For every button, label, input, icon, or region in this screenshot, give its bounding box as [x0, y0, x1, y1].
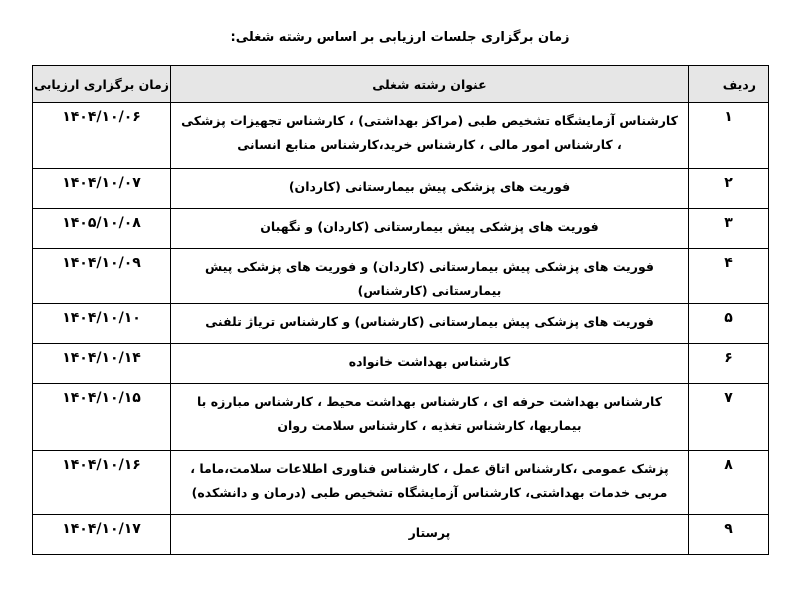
row-num: ۹: [689, 515, 769, 555]
header-title: عنوان رشته شغلی: [171, 66, 689, 103]
row-num: ۴: [689, 249, 769, 304]
row-title: کارشناس آزمایشگاه تشخیص طبی (مراکز بهداشتی) ، کارشناس تجهیزات پزشکی ، کارشناس امور مالی ، کارشناس خرید،کارشناس منابع انسانی: [171, 103, 689, 169]
table-row: [33, 384, 769, 451]
row-date: ۱۴۰۴/۱۰/۰۷: [33, 169, 171, 209]
row-date: ۱۴۰۴/۱۰/۱۶: [33, 451, 171, 515]
row-title: فوریت های پزشکی پیش بیمارستانی (کاردان) و فوریت های پزشکی پیش بیمارستانی (کارشناس): [171, 249, 689, 304]
row-title: پزشک عمومی ،کارشناس اتاق عمل ، کارشناس فناوری اطلاعات سلامت،ماما ، مربی خدمات بهداشتی، کارشناس آزمایشگاه تشخیص طبی (درمان و دانشکده): [171, 451, 689, 515]
row-num: ۱: [689, 103, 769, 169]
row-title: فوریت های پزشکی پیش بیمارستانی (کاردان) و نگهبان: [171, 209, 689, 249]
row-date: ۱۴۰۴/۱۰/۰۹: [33, 249, 171, 304]
row-title: کارشناس بهداشت حرفه ای ، کارشناس بهداشت محیط ، کارشناس مبارزه با بیماریها، کارشناس تغذیه ، کارشناس سلامت روان: [171, 384, 689, 451]
row-date: ۱۴۰۴/۱۰/۱۵: [33, 384, 171, 451]
row-date: ۱۴۰۴/۱۰/۱۰: [33, 304, 171, 344]
row-num: ۵: [689, 304, 769, 344]
table-row: [33, 344, 769, 384]
row-title: کارشناس بهداشت خانواده: [171, 344, 689, 384]
table-header-row: [33, 66, 769, 103]
header-date: زمان برگزاری ارزیابی: [33, 66, 171, 103]
row-date: ۱۴۰۴/۱۰/۰۶: [33, 103, 171, 169]
row-num: ۳: [689, 209, 769, 249]
row-num: ۲: [689, 169, 769, 209]
row-num: ۶: [689, 344, 769, 384]
row-date: ۱۴۰۵/۱۰/۰۸: [33, 209, 171, 249]
evaluation-schedule-table: [32, 65, 769, 555]
row-title: فوریت های پزشکی پیش بیمارستانی (کاردان): [171, 169, 689, 209]
table-row: [33, 304, 769, 344]
row-date: ۱۴۰۴/۱۰/۱۷: [33, 515, 171, 555]
table-row: [33, 515, 769, 555]
row-date: ۱۴۰۴/۱۰/۱۴: [33, 344, 171, 384]
table-row: [33, 451, 769, 515]
row-title: پرستار: [171, 515, 689, 555]
table-row: [33, 169, 769, 209]
document-title: زمان برگزاری جلسات ارزیابی بر اساس رشته شغلی:: [230, 30, 570, 45]
table-row: [33, 249, 769, 304]
row-num: ۸: [689, 451, 769, 515]
table-row: [33, 103, 769, 169]
row-num: ۷: [689, 384, 769, 451]
header-num: ردیف: [689, 66, 769, 103]
table-row: [33, 209, 769, 249]
row-title: فوریت های پزشکی پیش بیمارستانی (کارشناس) و کارشناس تریاژ تلفنی: [171, 304, 689, 344]
